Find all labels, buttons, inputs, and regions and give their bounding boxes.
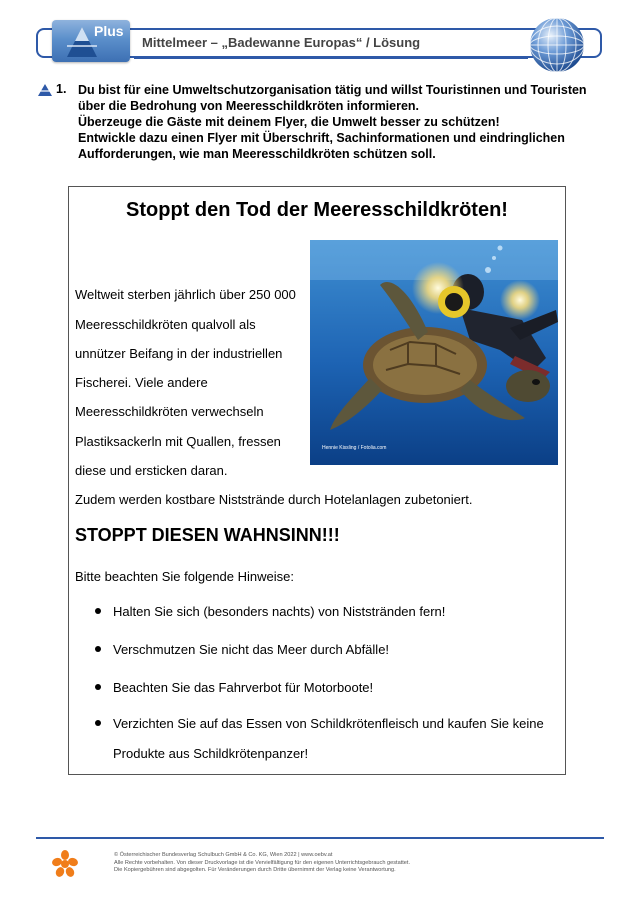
flyer-title: Stoppt den Tod der Meeresschildkröten! [126, 199, 508, 221]
photo-illustration [310, 240, 558, 465]
photo-credit: Hennie Kissling / Fotolia.com [322, 445, 387, 451]
flyer-box [68, 186, 566, 775]
page-title: Mittelmeer – „Badewanne Europas“ / Lösung [142, 35, 421, 50]
task-number: 1. [56, 82, 67, 96]
hint-item-continued: Produkte aus Schildkrötenpanzer! [113, 746, 309, 761]
intro-line: diese und ersticken daran. [75, 463, 228, 478]
footer-line: Alle Rechte vorbehalten. Von dieser Druckvorlage ist die Vervielfältigung für den eigenen Unterrichtsgebrauch gestattet. [114, 859, 411, 866]
hints-intro: Bitte beachten Sie folgende Hinweise: [75, 569, 294, 584]
task-instructions [78, 82, 613, 162]
task-line: Aufforderungen, wie man Meeresschildkröten schützen soll. [78, 147, 436, 161]
task-triangle-icon [38, 84, 52, 96]
footer-line: Die Kopiergebühren sind abgegolten. Für Veränderungen durch Dritte übernimmt der Verlag keine Verantwortung. [114, 867, 396, 874]
intro-line: Fischerei. Viele andere [75, 375, 208, 390]
bullet-icon [95, 646, 101, 652]
header-rule [134, 57, 528, 59]
turtle-diver-photo [310, 240, 558, 465]
bullet-icon [95, 684, 101, 690]
intro-line: unnützer Beifang in der industriellen [75, 346, 283, 361]
task-line: Überzeuge die Gäste mit deinem Flyer, die Umwelt besser zu schützen! [78, 115, 500, 129]
intro-line: Plastiksackerln mit Quallen, fressen [75, 434, 281, 449]
publisher-logo-icon [52, 850, 78, 878]
intro-line: Meeresschildkröten qualvoll als [75, 317, 256, 332]
hint-item: Halten Sie sich (besonders nachts) von Niststränden fern! [113, 604, 446, 619]
footer-copyright [114, 852, 410, 875]
task-line: Entwickle dazu einen Flyer mit Überschrift, Sachinformationen und eindringlichen [78, 131, 565, 145]
hint-item: Verschmutzen Sie nicht das Meer durch Abfälle! [113, 642, 390, 657]
task-line: über die Bedrohung von Meeresschildkröten informieren. [78, 99, 420, 113]
logo-plus-label: Plus [94, 23, 124, 39]
footer-line: © Österreichischer Bundesverlag Schulbuch GmbH & Co. KG, Wien 2022 | www.oebv.at [114, 852, 333, 858]
intro-line: Zudem werden kostbare Niststrände durch Hotelanlagen zubetoniert. [75, 492, 473, 507]
plus-logo-icon [52, 20, 130, 62]
hint-item: Verzichten Sie auf das Essen von Schildkrötenfleisch und kaufen Sie keine [113, 716, 544, 731]
footer-rule [36, 837, 604, 839]
task-line: Du bist für eine Umweltschutzorganisation tätig und willst Touristinnen und Touristen [78, 83, 587, 97]
intro-line: Weltweit sterben jährlich über 250 000 [75, 287, 296, 302]
hint-item: Beachten Sie das Fahrverbot für Motorboote! [113, 680, 374, 695]
stop-heading: STOPPT DIESEN WAHNSINN!!! [75, 525, 340, 545]
bullet-icon [95, 720, 101, 726]
globe-icon [528, 16, 586, 74]
bullet-icon [95, 608, 101, 614]
intro-line: Meeresschildkröten verwechseln [75, 404, 264, 419]
